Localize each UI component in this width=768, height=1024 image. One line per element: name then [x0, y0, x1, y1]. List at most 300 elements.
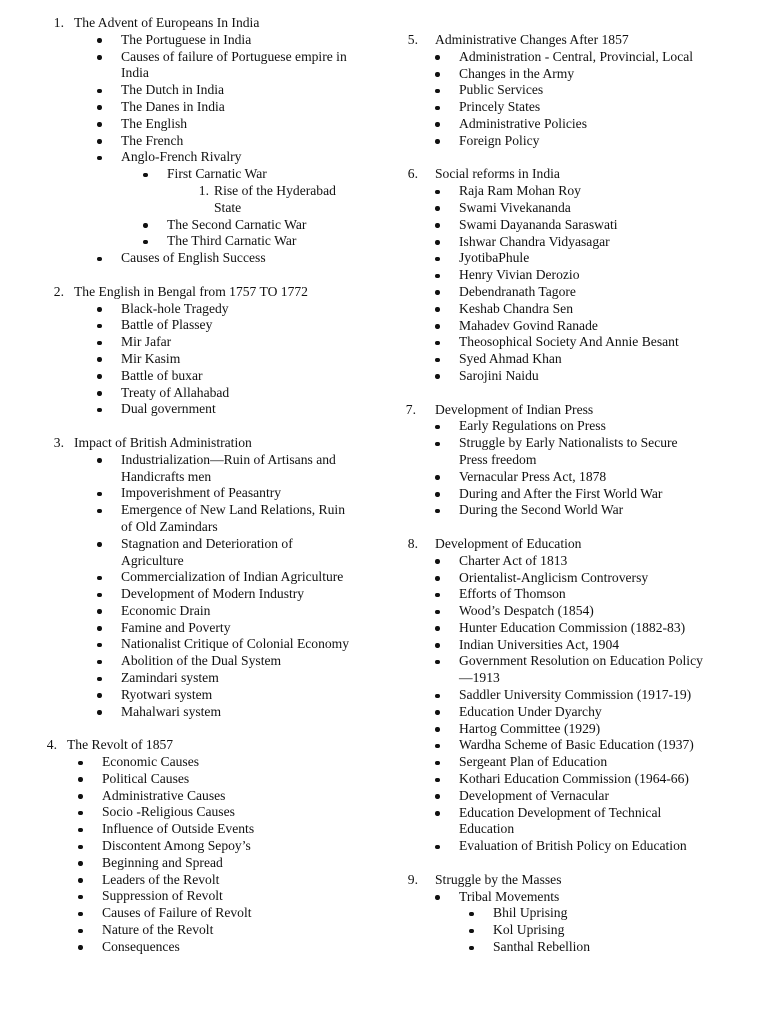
item-text: —1913: [459, 670, 500, 686]
list-item: [0, 771, 392, 788]
bullet-icon: [97, 677, 102, 682]
list-item: [395, 435, 768, 452]
item-text: State: [214, 199, 242, 215]
list-item: [0, 804, 392, 821]
section-number: 2.: [53, 283, 64, 299]
section-title: Social reforms in India: [435, 166, 560, 182]
bullet-icon: [435, 744, 440, 749]
section-heading: [0, 15, 392, 32]
item-text: The Danes in India: [121, 98, 225, 114]
item-text: Leaders of the Revolt: [102, 871, 220, 887]
list-item: [395, 99, 768, 116]
list-item: [395, 788, 768, 805]
list-item: [0, 653, 392, 670]
item-text: Abolition of the Dual System: [121, 653, 282, 669]
list-item-continuation: [0, 519, 392, 536]
item-text: Commercialization of Indian Agriculture: [121, 569, 344, 585]
item-text: Wood’s Despatch (1854): [459, 603, 594, 619]
bullet-icon: [78, 761, 83, 766]
bullet-icon: [78, 912, 83, 917]
bullet-icon: [435, 794, 440, 799]
bullet-icon: [435, 290, 440, 295]
list-item: [0, 133, 392, 150]
item-text: Wardha Scheme of Basic Education (1937): [459, 737, 694, 753]
item-text: Vernacular Press Act, 1878: [459, 468, 607, 484]
list-item: [395, 603, 768, 620]
left-column: [0, 15, 392, 972]
bullet-icon: [435, 324, 440, 329]
sub-list-item: [395, 939, 768, 956]
item-text: Rise of the Hyderabad: [214, 182, 336, 198]
section-title: The Advent of Europeans In India: [74, 15, 260, 30]
list-item: [395, 49, 768, 66]
bullet-icon: [435, 341, 440, 346]
section-heading: [395, 536, 768, 553]
list-item: [0, 99, 392, 116]
item-text: The English: [121, 115, 188, 131]
list-item: [0, 317, 392, 334]
list-item: [0, 401, 392, 418]
section-number: 1.: [53, 15, 64, 30]
section-number: 6.: [407, 166, 418, 182]
bullet-icon: [97, 593, 102, 598]
section-title: Struggle by the Masses: [435, 871, 562, 887]
item-text: Nationalist Critique of Colonial Economy: [121, 636, 350, 652]
bullet-icon: [78, 828, 83, 833]
item-text: Causes of Failure of Revolt: [102, 905, 252, 921]
item-text: Tribal Movements: [459, 888, 560, 904]
list-item: [0, 636, 392, 653]
list-item-continuation: [395, 821, 768, 838]
item-text: Administrative Causes: [102, 787, 226, 803]
list-item: [395, 737, 768, 754]
section-3: [0, 435, 392, 721]
bullet-icon: [435, 475, 440, 480]
list-item: [395, 418, 768, 435]
item-text: Economic Causes: [102, 754, 200, 770]
list-item-continuation: [0, 65, 392, 82]
list-item: [395, 721, 768, 738]
bullet-icon: [435, 139, 440, 144]
section-7: [395, 402, 768, 520]
item-text: Battle of buxar: [121, 367, 203, 383]
bullet-icon: [97, 55, 102, 60]
item-text: Orientalist-Anglicism Controversy: [459, 569, 649, 585]
list-item: [395, 771, 768, 788]
list-item: [0, 754, 392, 771]
item-text: Debendranath Tagore: [459, 283, 576, 299]
list-item: [0, 32, 392, 49]
bullet-icon: [435, 727, 440, 732]
bullet-icon: [435, 190, 440, 195]
list-item: [0, 485, 392, 502]
list-item-continuation: [0, 553, 392, 570]
list-item: [395, 250, 768, 267]
bullet-icon: [78, 895, 83, 900]
list-item-continuation: [0, 469, 392, 486]
list-item: [0, 620, 392, 637]
item-text: Charter Act of 1813: [459, 552, 568, 568]
list-item: [395, 318, 768, 335]
section-title: The Revolt of 1857: [67, 737, 174, 753]
section-heading: [0, 284, 392, 301]
item-text: Syed Ahmad Khan: [459, 351, 562, 367]
list-item: [395, 183, 768, 200]
item-text: Administrative Policies: [459, 115, 587, 131]
item-text: Hartog Committee (1929): [459, 720, 601, 736]
list-item: [0, 888, 392, 905]
list-item: [0, 855, 392, 872]
bullet-icon: [435, 509, 440, 514]
item-text: Administration - Central, Provincial, Local: [459, 48, 694, 64]
item-text: Consequences: [102, 938, 180, 954]
item-text: Government Resolution on Education Policy: [459, 653, 703, 669]
item-text: Education Development of Technical: [459, 804, 662, 820]
item-text: Sergeant Plan of Education: [459, 754, 608, 770]
section-9: [395, 872, 768, 956]
item-text: Economic Drain: [121, 602, 211, 618]
item-text: Press freedom: [459, 451, 537, 467]
item-text: Early Regulations on Press: [459, 418, 606, 434]
item-text: Anglo-French Rivalry: [121, 149, 242, 165]
item-text: Raja Ram Mohan Roy: [459, 183, 581, 199]
item-text: Mir Kasim: [121, 350, 181, 366]
bullet-icon: [78, 811, 83, 816]
section-title: Administrative Changes After 1857: [435, 32, 629, 47]
item-text: Mir Jafar: [121, 334, 172, 350]
item-text: Black-hole Tragedy: [121, 300, 229, 316]
item-text: Efforts of Thomson: [459, 586, 566, 602]
bullet-icon: [78, 878, 83, 883]
list-item: [0, 687, 392, 704]
sub-list-item: [395, 905, 768, 922]
item-text: Struggle by Early Nationalists to Secure: [459, 435, 678, 451]
list-item: [0, 368, 392, 385]
list-item: [395, 687, 768, 704]
item-text: Ryotwari system: [121, 686, 213, 702]
item-text: India: [121, 65, 149, 81]
bullet-icon: [78, 777, 83, 782]
right-column: [395, 32, 768, 973]
bullet-icon: [435, 845, 440, 850]
item-text: During and After the First World War: [459, 485, 663, 501]
bullet-icon: [97, 509, 102, 514]
item-text: The French: [121, 132, 184, 148]
bullet-icon: [78, 945, 83, 950]
item-text: Nature of the Revolt: [102, 922, 214, 938]
item-text: Indian Universities Act, 1904: [459, 636, 620, 652]
item-text: The Portuguese in India: [121, 31, 252, 47]
item-text: Impoverishment of Peasantry: [121, 485, 282, 501]
list-item: [395, 570, 768, 587]
list-item: [395, 133, 768, 150]
item-text: Dual government: [121, 401, 216, 417]
bullet-icon: [435, 106, 440, 111]
section-heading: [395, 872, 768, 889]
item-text: of Old Zamindars: [121, 518, 218, 534]
bullet-icon: [435, 811, 440, 816]
item-text: Public Services: [459, 82, 544, 98]
list-item: [0, 603, 392, 620]
list-item: [395, 200, 768, 217]
item-text: The Dutch in India: [121, 82, 225, 98]
list-item: [0, 905, 392, 922]
bullet-icon: [435, 710, 440, 715]
item-text: Treaty of Allahabad: [121, 384, 230, 400]
bullet-icon: [435, 660, 440, 665]
bullet-icon: [435, 89, 440, 94]
list-item: [395, 486, 768, 503]
section-2: [0, 284, 392, 418]
item-text: Education: [459, 821, 515, 837]
list-item: [395, 66, 768, 83]
bullet-icon: [97, 643, 102, 648]
item-text: Socio -Religious Causes: [102, 804, 235, 820]
list-item: [395, 217, 768, 234]
bullet-icon: [435, 274, 440, 279]
bullet-icon: [435, 374, 440, 379]
item-text: Development of Modern Industry: [121, 586, 305, 602]
bullet-icon: [97, 257, 102, 262]
list-item: [395, 234, 768, 251]
list-item: [395, 838, 768, 855]
section-8: [395, 536, 768, 855]
bullet-icon: [435, 307, 440, 312]
list-item: [0, 670, 392, 687]
item-text: Development of Vernacular: [459, 787, 609, 803]
list-item: [395, 553, 768, 570]
item-text: First Carnatic War: [167, 166, 267, 182]
list-item: [395, 653, 768, 670]
bullet-icon: [97, 324, 102, 329]
list-item: [0, 82, 392, 99]
bullet-icon: [143, 173, 148, 178]
bullet-icon: [435, 610, 440, 615]
list-item: [0, 569, 392, 586]
section-4: [0, 737, 392, 955]
item-text: Saddler University Commission (1917-19): [459, 687, 692, 703]
bullet-icon: [97, 492, 102, 497]
item-text: Kothari Education Commission (1964-66): [459, 771, 689, 787]
list-item: [395, 351, 768, 368]
list-item: [0, 922, 392, 939]
section-heading: [0, 737, 392, 754]
bullet-icon: [435, 442, 440, 447]
bullet-icon: [435, 492, 440, 497]
section-title: Development of Indian Press: [435, 401, 594, 417]
list-item: [0, 788, 392, 805]
list-item: [0, 250, 392, 267]
sub-list-item: [0, 166, 392, 183]
section-number: 5.: [407, 32, 418, 47]
bullet-icon: [435, 895, 440, 900]
list-item: [0, 939, 392, 956]
list-item-continuation: [395, 670, 768, 687]
list-item: [395, 586, 768, 603]
list-item: [395, 301, 768, 318]
item-text: Swami Vivekananda: [459, 199, 571, 215]
list-item: [395, 704, 768, 721]
bullet-icon: [435, 761, 440, 766]
list-item-continuation: [0, 200, 392, 217]
list-item: [0, 872, 392, 889]
bullet-icon: [435, 576, 440, 581]
bullet-icon: [435, 257, 440, 262]
bullet-icon: [469, 946, 474, 951]
bullet-icon: [97, 609, 102, 614]
bullet-icon: [97, 307, 102, 312]
bullet-icon: [469, 912, 474, 917]
sub-list-item: [0, 233, 392, 250]
bullet-icon: [435, 358, 440, 363]
list-item: [0, 452, 392, 469]
list-item: [395, 267, 768, 284]
list-item: [0, 49, 392, 66]
bullet-icon: [435, 72, 440, 77]
item-text: During the Second World War: [459, 502, 624, 518]
bullet-icon: [97, 626, 102, 631]
sub-list-item: [0, 217, 392, 234]
list-item: [395, 469, 768, 486]
item-text: Causes of English Success: [121, 250, 266, 266]
bullet-icon: [435, 593, 440, 598]
item-text: Keshab Chandra Sen: [459, 300, 574, 316]
list-item: [0, 351, 392, 368]
list-item: [0, 385, 392, 402]
item-text: Battle of Plassey: [121, 317, 213, 333]
bullet-icon: [97, 660, 102, 665]
bullet-icon: [97, 408, 102, 413]
item-text: Influence of Outside Events: [102, 821, 255, 837]
list-item: [395, 368, 768, 385]
item-text: Handicrafts men: [121, 468, 212, 484]
section-heading: [395, 166, 768, 183]
item-text: Swami Dayananda Saraswati: [459, 216, 618, 232]
list-item: [395, 889, 768, 906]
item-text: Kol Uprising: [493, 922, 565, 938]
bullet-icon: [435, 240, 440, 245]
item-text: Beginning and Spread: [102, 854, 223, 870]
section-number: 9.: [407, 871, 418, 887]
item-text: Theosophical Society And Annie Besant: [459, 334, 679, 350]
item-text: Henry Vivian Derozio: [459, 267, 580, 283]
list-item: [395, 334, 768, 351]
item-text: Evaluation of British Policy on Education: [459, 838, 687, 854]
section-title: Impact of British Administration: [74, 434, 252, 450]
list-item: [0, 821, 392, 838]
bullet-icon: [97, 374, 102, 379]
list-item: [0, 586, 392, 603]
list-item: [395, 637, 768, 654]
bullet-icon: [78, 794, 83, 799]
item-text: Zamindari system: [121, 670, 219, 686]
list-item: [0, 334, 392, 351]
bullet-icon: [97, 122, 102, 127]
bullet-icon: [435, 223, 440, 228]
item-text: Suppression of Revolt: [102, 888, 223, 904]
section-number: 4.: [46, 737, 57, 753]
item-text: Industrialization—Ruin of Artisans and: [121, 451, 336, 467]
bullet-icon: [97, 105, 102, 110]
list-item: [0, 536, 392, 553]
list-item: [0, 502, 392, 519]
bullet-icon: [97, 542, 102, 547]
item-text: Political Causes: [102, 770, 190, 786]
item-text: JyotibaPhule: [459, 250, 530, 266]
item-text: Causes of failure of Portuguese empire in: [121, 48, 347, 64]
sub-list-item: [395, 922, 768, 939]
bullet-icon: [435, 643, 440, 648]
item-text: Discontent Among Sepoy’s: [102, 838, 251, 854]
item-text: Bhil Uprising: [493, 905, 568, 921]
item-text: The Third Carnatic War: [167, 233, 297, 249]
list-item: [0, 301, 392, 318]
section-title: Development of Education: [435, 535, 582, 551]
list-item: [395, 284, 768, 301]
list-item: [395, 754, 768, 771]
item-text: Changes in the Army: [459, 65, 575, 81]
bullet-icon: [97, 391, 102, 396]
list-item: [395, 620, 768, 637]
item-text: Education Under Dyarchy: [459, 703, 602, 719]
item-text: Emergence of New Land Relations, Ruin: [121, 502, 345, 518]
bullet-icon: [143, 223, 148, 228]
item-text: Ishwar Chandra Vidyasagar: [459, 233, 610, 249]
bullet-icon: [435, 206, 440, 211]
bullet-icon: [97, 38, 102, 43]
item-text: Princely States: [459, 99, 541, 115]
section-heading: [395, 402, 768, 419]
list-item: [395, 116, 768, 133]
bullet-icon: [78, 929, 83, 934]
bullet-icon: [435, 626, 440, 631]
section-heading: [395, 32, 768, 49]
list-item: [395, 805, 768, 822]
item-text: Stagnation and Deterioration of: [121, 535, 293, 551]
item-text: Foreign Policy: [459, 132, 540, 148]
section-heading: [0, 435, 392, 452]
section-1: [0, 15, 392, 267]
item-text: Famine and Poverty: [121, 619, 231, 635]
bullet-icon: [97, 341, 102, 346]
section-number: 7.: [405, 401, 416, 417]
bullet-icon: [435, 425, 440, 430]
section-number: 8.: [407, 535, 418, 551]
list-item: [0, 149, 392, 166]
list-item: [0, 704, 392, 721]
list-item: [395, 502, 768, 519]
bullet-icon: [78, 861, 83, 866]
bullet-icon: [97, 139, 102, 144]
section-number: 3.: [53, 434, 64, 450]
bullet-icon: [469, 929, 474, 934]
bullet-icon: [143, 240, 148, 245]
item-text: Agriculture: [121, 552, 184, 568]
bullet-icon: [97, 357, 102, 362]
bullet-icon: [97, 693, 102, 698]
section-5: [395, 32, 768, 150]
item-text: Sarojini Naidu: [459, 367, 539, 383]
bullet-icon: [97, 710, 102, 715]
list-item: [395, 82, 768, 99]
bullet-icon: [78, 845, 83, 850]
bullet-icon: [97, 458, 102, 463]
bullet-icon: [435, 122, 440, 127]
sub-item-number: 1.: [198, 182, 209, 198]
item-text: Mahalwari system: [121, 703, 222, 719]
bullet-icon: [435, 55, 440, 60]
bullet-icon: [435, 559, 440, 564]
